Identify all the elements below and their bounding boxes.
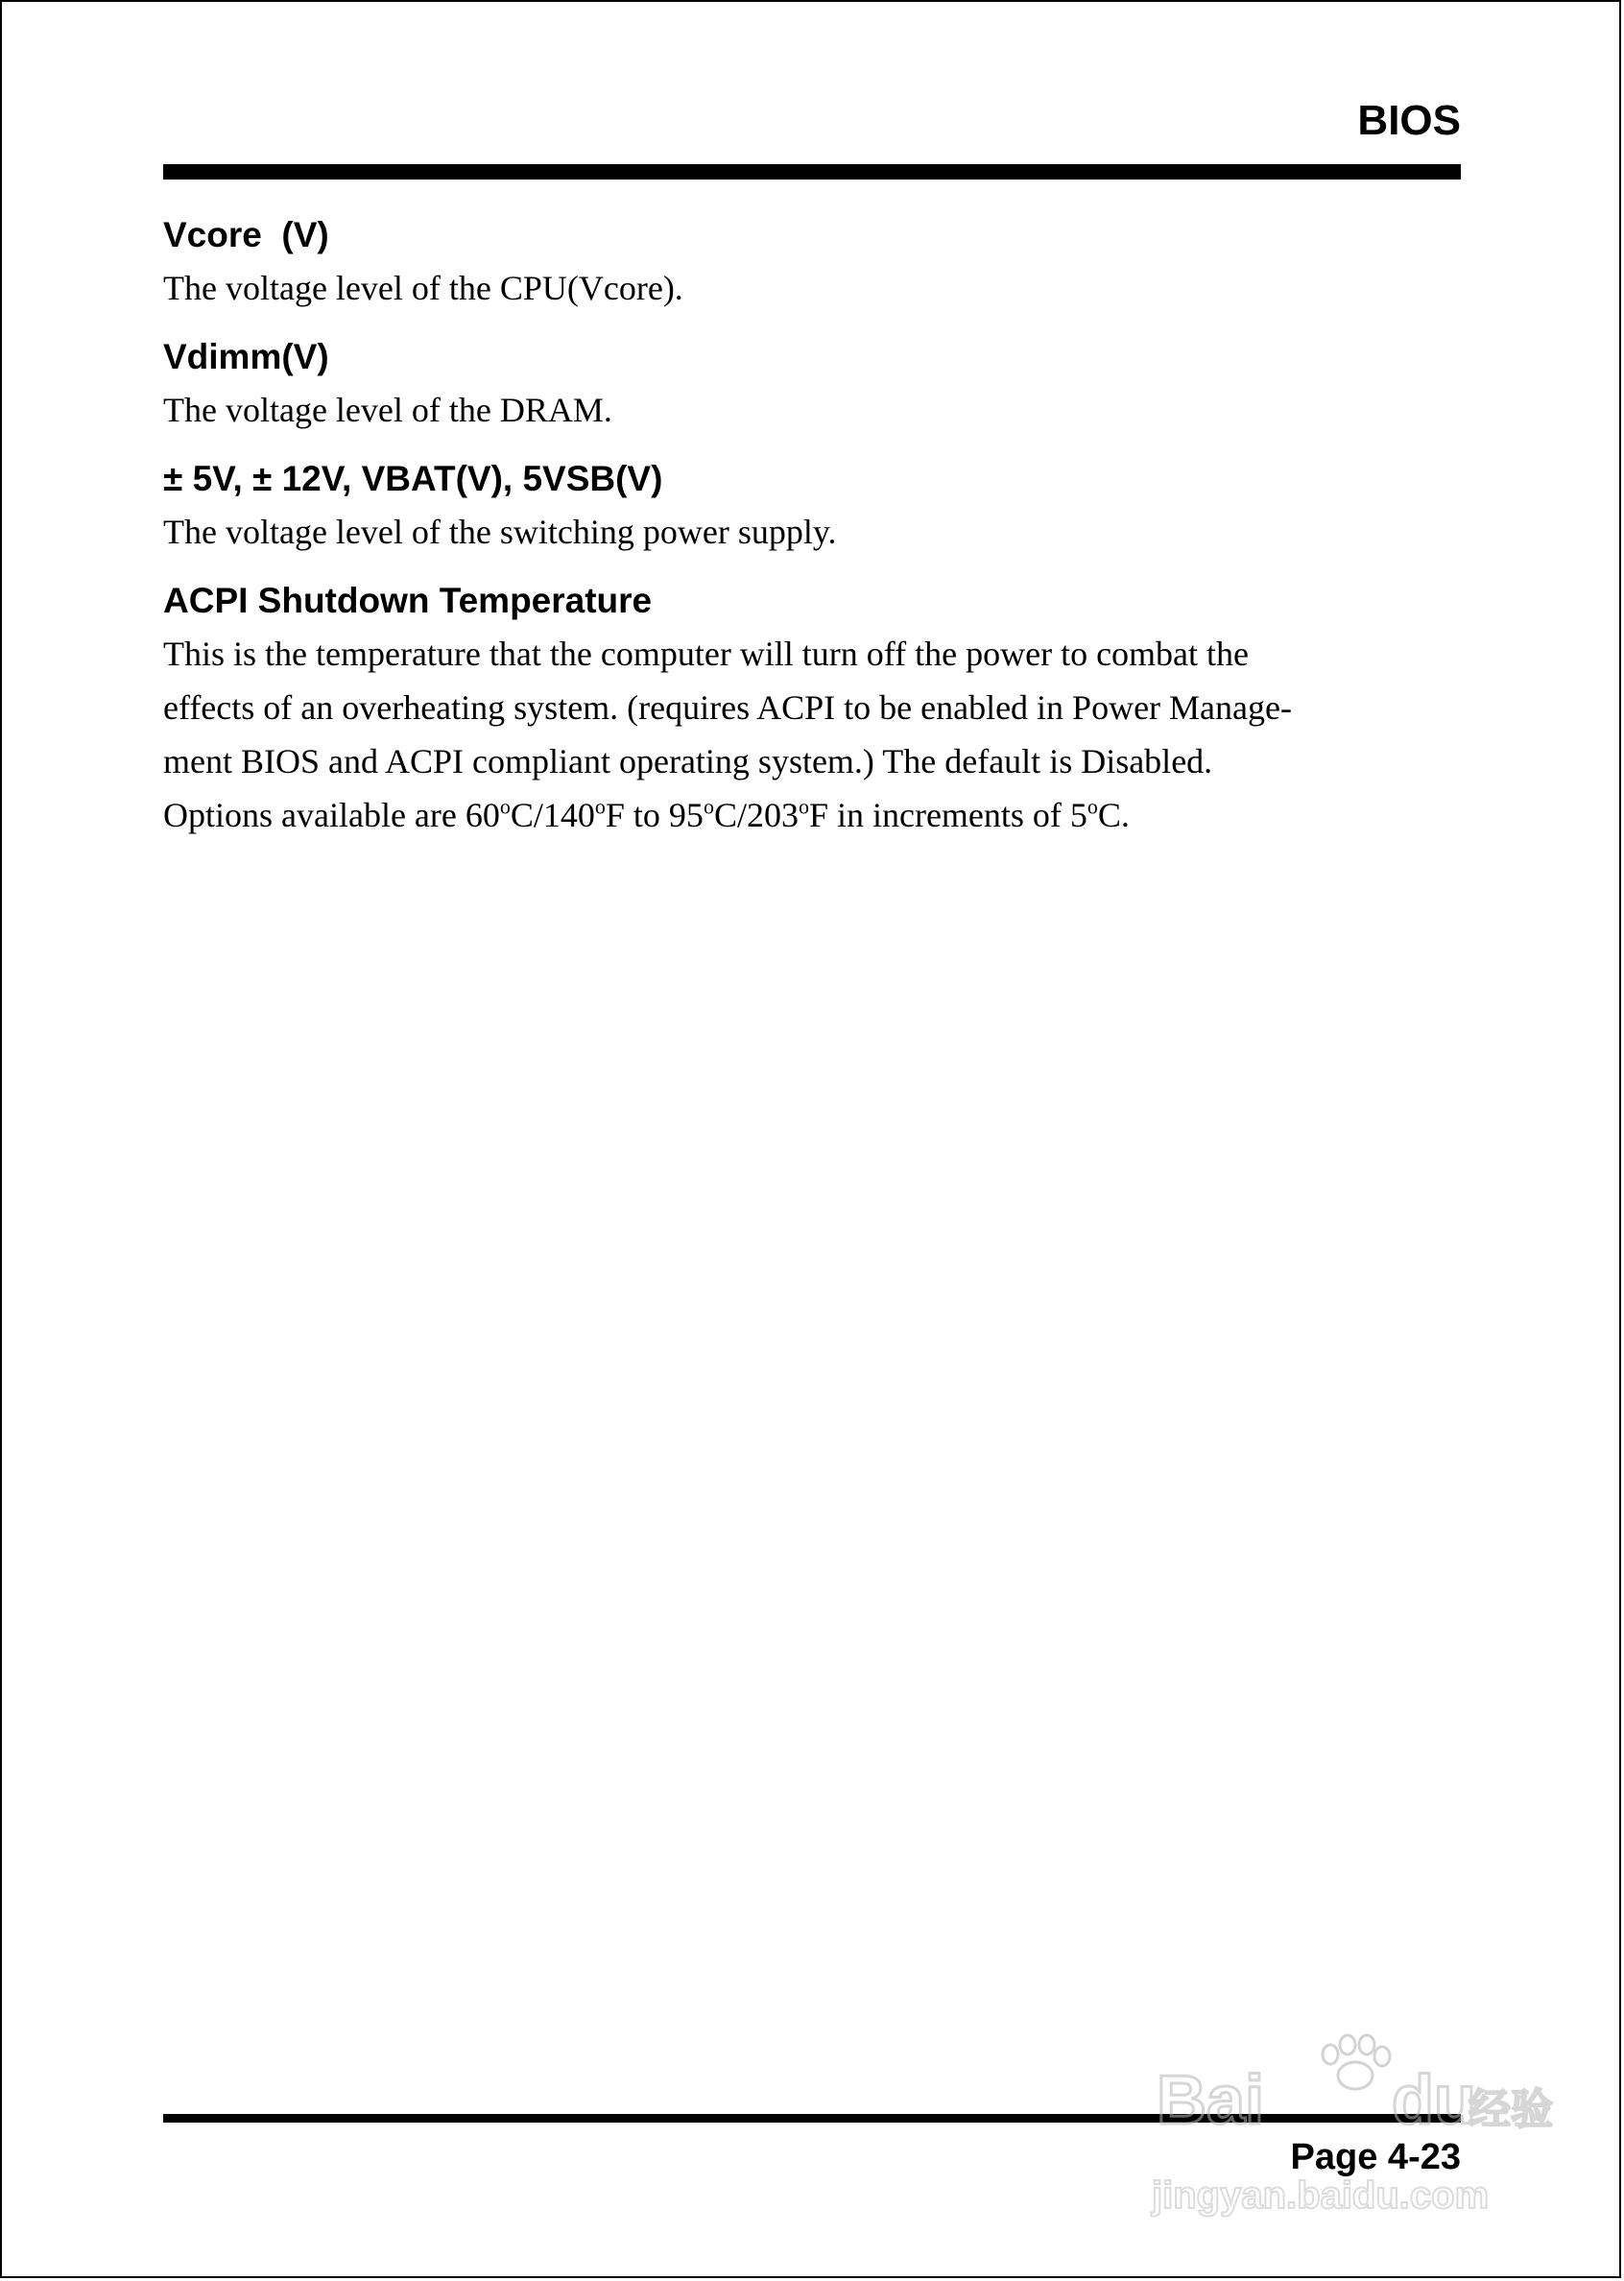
entry-vcore [163,209,1461,315]
degree-mark: o [499,794,511,819]
entry-heading: Vdimm(V) [163,337,329,376]
options-text: F in increments of 5 [808,796,1087,834]
degree-mark: o [594,794,606,819]
entry-description: The voltage level of the switching power supply. [163,513,837,551]
entry-heading: Vcore (V) [163,215,329,254]
degree-mark: o [798,794,809,819]
degree-mark: o [703,794,714,819]
section-label: BIOS [1357,97,1461,144]
baidu-watermark-logo [1152,2035,1553,2227]
svg-text:jingyan.baidu.com: jingyan.baidu.com [1152,2174,1490,2217]
degree-mark: o [1087,794,1098,819]
svg-text:经验: 经验 [1469,2085,1553,2134]
entry-description: This is the temperature that the computer will turn off the power to combat the effects of an overheating system. (requires ACPI to be enabled in Power Manage- ment BIOS and ACPI compliant operating system.) The default is Disabled. [163,635,1292,780]
entry-heading: ACPI Shutdown Temperature [163,581,653,620]
options-text: C/203 [713,796,799,834]
entry-description: The voltage level of the CPU(Vcore). [163,269,683,307]
options-line [163,788,1461,842]
svg-text:du: du [1392,2062,1476,2139]
options-text: C. [1097,796,1130,834]
document-body [163,209,1461,858]
entry-vdimm [163,331,1461,437]
options-text: C/140 [510,796,595,834]
options-text: Options available are 60 [163,796,500,834]
header-rule [163,164,1461,180]
page-number: Page 4-23 [1290,2137,1461,2177]
entry-description: The voltage level of the DRAM. [163,391,612,429]
entry-heading: ± 5V, ± 12V, VBAT(V), 5VSB(V) [163,459,663,498]
entry-acpi-shutdown-temperature [163,575,1461,842]
options-text: F to 95 [605,796,704,834]
svg-text:Bai: Bai [1157,2062,1265,2139]
entry-power-supply-voltages [163,453,1461,559]
